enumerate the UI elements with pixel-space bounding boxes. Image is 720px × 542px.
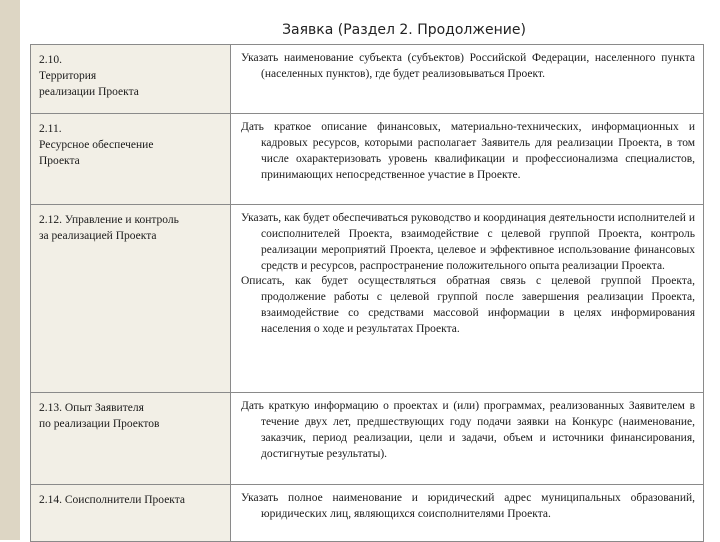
section-label-cell [31,393,231,484]
description-paragraph: Указать, как будет обеспечиваться руководство и координация деятельности исполнителей и соисполнителей Проекта, взаимодействие с целевой группой Проекта, контроль реализации мероприятий Проекта, целевое и эффективное использование финансовых средств и ресурсов, распространение положительного опыта реализации Проекта. [241,212,695,272]
table-row-2-11 [31,114,703,205]
section-label: 2.14. Соисполнители Проекта [39,494,186,506]
section-label-cell [31,205,231,392]
section-label: 2.12. Управление и контроль за реализацией Проекта [39,214,179,242]
section-label: 2.11. Ресурсное обеспечение Проекта [39,123,154,167]
table-row-2-13 [31,393,703,485]
section-description-cell [231,393,703,484]
page-title: Заявка (Раздел 2. Продолжение) [282,22,526,38]
section-label-cell [31,114,231,204]
section-description-cell [231,45,703,113]
description-paragraph: Дать краткое описание финансовых, материально-технических, информационных и кадровых ресурсов, которыми располагает Заявитель для реализации Проекта, в том числе охарактеризовать уровень квалификации и профессионализма специалистов, принимающих непосредственное участие в Проекте. [241,121,695,181]
section-description-cell [231,114,703,204]
section-label-cell [31,485,231,542]
description-paragraph: Дать краткую информацию о проектах и (или) программах, реализованных Заявителем в течение двух лет, предшествующих году подачи заявки на Конкурс (наименование, заказчик, период реализации, цели и задачи, объем и источники финансирования, достигнутые результаты). [241,400,695,460]
table-row-2-10 [31,45,703,114]
section-description-cell [231,485,703,542]
description-paragraph: Указать наименование субъекта (субъектов) Российской Федерации, населенного пункта (населенных пунктов), где будет реализовываться Проект. [241,52,695,80]
application-table [30,44,704,542]
table-row-2-12 [31,205,703,393]
section-label-cell [31,45,231,113]
section-description-cell [231,205,703,392]
section-label: 2.13. Опыт Заявителя по реализации Проектов [39,402,160,430]
table-row-2-14 [31,485,703,542]
description-paragraph: Описать, как будет осуществляться обратная связь с целевой группой Проекта, продолжение работы с целевой группой после завершения реализации Проекта, взаимодействие со средствами массовой информации в целях информирования населения о ходе и результатах Проекта. [241,275,695,336]
section-label: 2.10. Территория реализации Проекта [39,54,139,98]
description-paragraph: Указать полное наименование и юридический адрес муниципальных образований, юридических лиц, являющихся соисполнителями Проекта. [241,492,695,520]
decorative-left-strip [0,0,20,540]
